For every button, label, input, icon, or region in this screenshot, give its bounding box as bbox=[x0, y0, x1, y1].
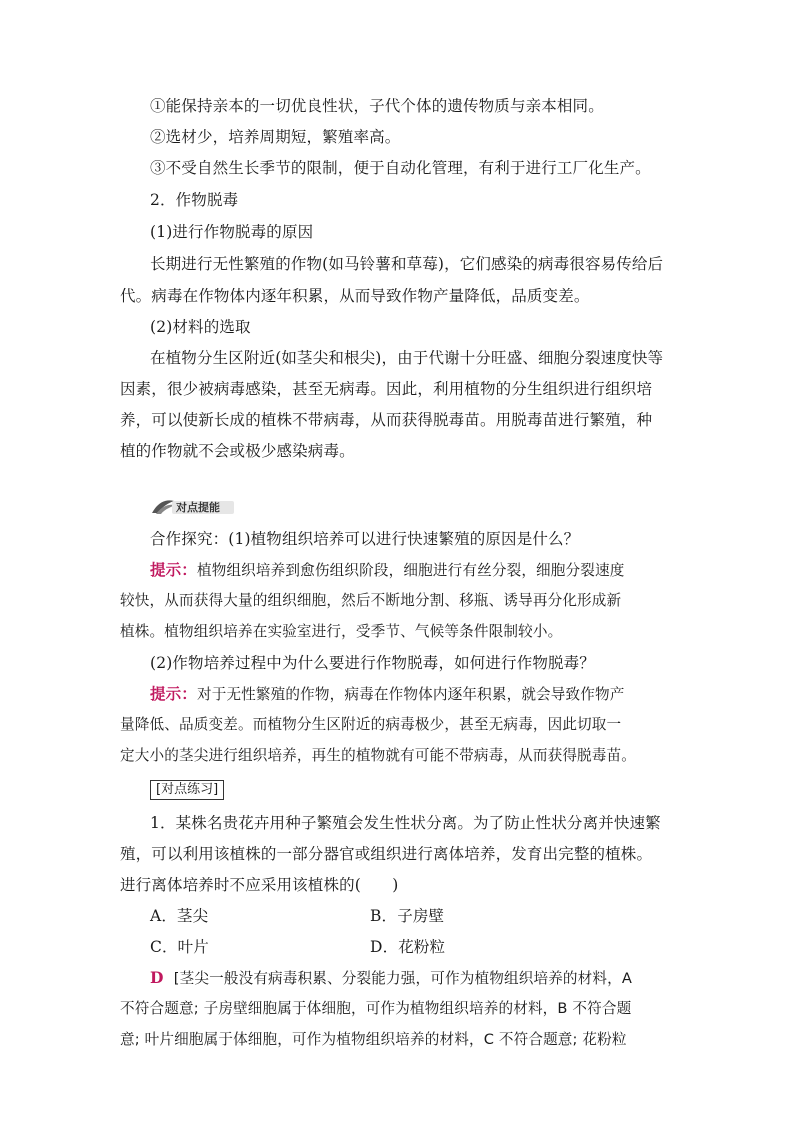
paragraph-line: 养，可以使新长成的植株不带病毒，从而获得脱毒苗。用脱毒苗进行繁殖，种 bbox=[120, 411, 653, 429]
hint-text: 较快，从而获得大量的组织细胞，然后不断地分割、移瓶、诱导再分化形成新 bbox=[120, 592, 622, 609]
answer-text: 意; 叶片细胞属于体细胞，可作为植物组织培养的材料，C 不符合题意; 花粉粒 bbox=[120, 1031, 627, 1048]
hint-text: 对于无性繁殖的作物，病毒在作物体内逐年积累，就会导致作物产 bbox=[196, 686, 625, 703]
hint-text: 量降低、品质变差。而植物分生区附近的病毒极少，甚至无病毒，因此切取一 bbox=[120, 716, 622, 733]
answer-text: 不符合题意; 子房壁细胞属于体细胞，可作为植物组织培养的材料，B 不符合题 bbox=[120, 1000, 632, 1017]
paragraph-line: 长期进行无性繁殖的作物(如马铃薯和草莓)，它们感染的病毒很容易传给后 bbox=[150, 255, 664, 273]
hint-line bbox=[150, 559, 625, 582]
question-line: 殖，可以利用该植株的一部分器官或组织进行离体培养，发育出完整的植株。 bbox=[120, 845, 653, 863]
explore-question-2: (2)作物培养过程中为什么要进行作物脱毒，如何进行作物脱毒？ bbox=[150, 654, 595, 672]
hint-text: 植物组织培养到愈伤组织阶段，细胞进行有丝分裂，细胞分裂速度 bbox=[196, 562, 625, 579]
section-heading-detox: 2．作物脱毒 bbox=[150, 191, 239, 209]
answer-line bbox=[150, 967, 632, 990]
subheading-reason: (1)进行作物脱毒的原因 bbox=[150, 223, 314, 241]
paragraph-line: 在植物分生区附近(如茎尖和根尖)，由于代谢十分旺盛、细胞分裂速度快等 bbox=[150, 349, 664, 367]
section-badge bbox=[150, 498, 236, 516]
option-d: D．花粉粒 bbox=[370, 938, 446, 956]
hint-line bbox=[150, 683, 625, 706]
advantage-line-3: ③不受自然生长季节的限制，便于自动化管理，有利于进行工厂化生产。 bbox=[150, 159, 651, 177]
paragraph-line: 因素，很少被病毒感染，甚至无病毒。因此，利用植物的分生组织进行组织培 bbox=[120, 380, 653, 398]
question-line: 1．某株名贵花卉用种子繁殖会发生性状分离。为了防止性状分离并快速繁 bbox=[150, 814, 661, 832]
answer-text: [茎尖一般没有病毒积累、分裂能力强，可作为植物组织培养的材料，A bbox=[173, 970, 633, 987]
badge-label: 对点提能 bbox=[176, 501, 220, 514]
option-c: C．叶片 bbox=[150, 938, 209, 956]
paragraph-line: 代。病毒在作物体内逐年积累，从而导致作物产量降低，品质变差。 bbox=[120, 287, 590, 305]
question-line: 进行离体培养时不应采用该植株的( ) bbox=[120, 876, 399, 894]
answer-letter: D bbox=[150, 968, 164, 987]
hint-text: 定大小的茎尖进行组织培养，再生的植物就有可能不带病毒，从而获得脱毒苗。 bbox=[120, 747, 637, 764]
hint-text: 植株。植物组织培养在实验室进行，受季节、气候等条件限制较小。 bbox=[120, 623, 563, 640]
hint-label: 提示： bbox=[150, 560, 197, 579]
paragraph-line: 植的作物就不会或极少感染病毒。 bbox=[120, 442, 355, 460]
explore-question-1: 合作探究：(1)植物组织培养可以进行快速繁殖的原因是什么？ bbox=[150, 530, 580, 548]
advantage-line-2: ②选材少，培养周期短，繁殖率高。 bbox=[150, 128, 401, 146]
option-b: B．子房壁 bbox=[370, 907, 445, 925]
practice-label: [对点练习] bbox=[150, 780, 224, 800]
subheading-material: (2)材料的选取 bbox=[150, 318, 251, 336]
hint-label: 提示： bbox=[150, 684, 197, 703]
advantage-line-1: ①能保持亲本的一切优良性状，子代个体的遗传物质与亲本相同。 bbox=[150, 97, 604, 115]
option-a: A．茎尖 bbox=[150, 907, 209, 925]
